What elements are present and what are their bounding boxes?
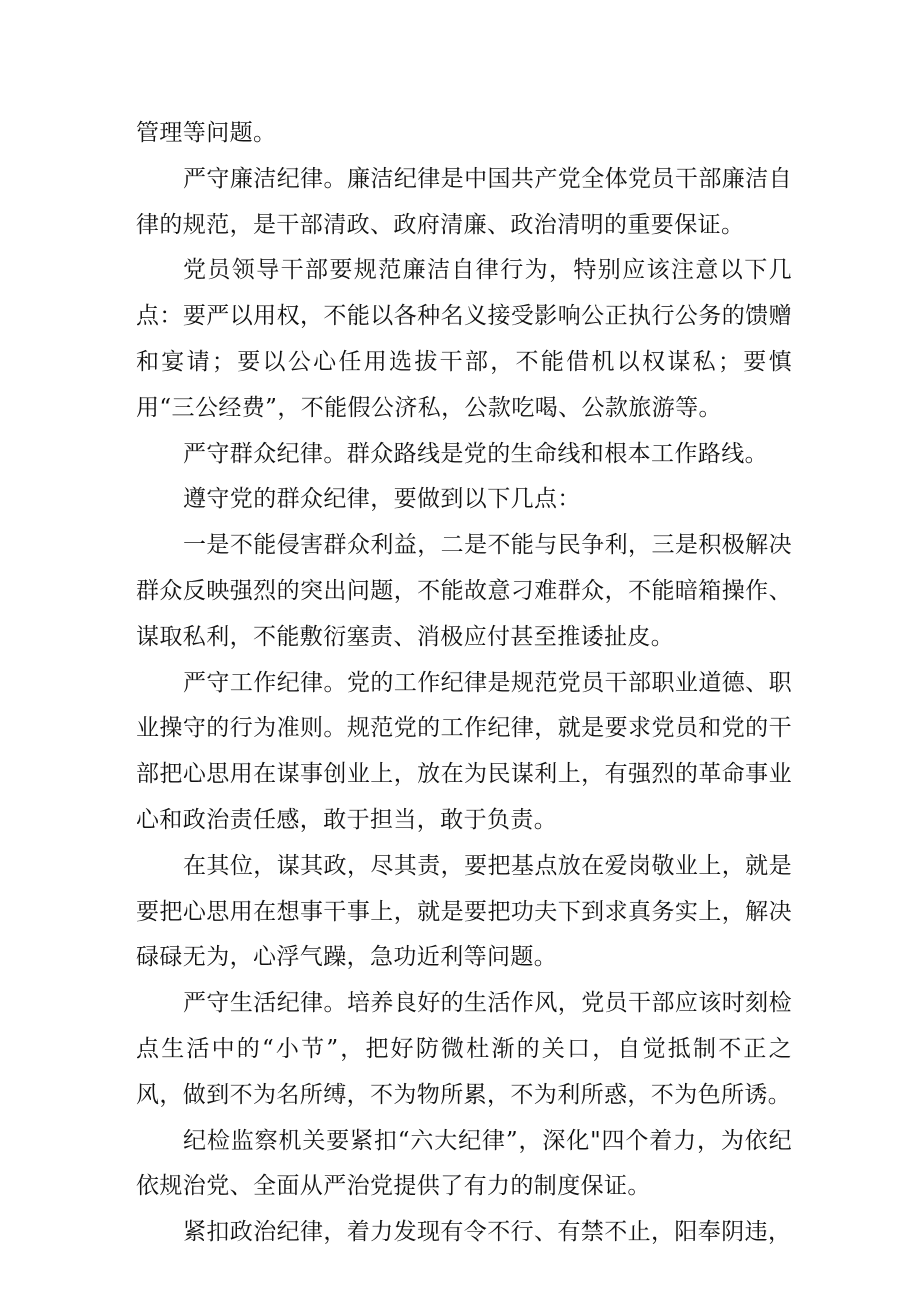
paragraph-continuation: 管理等问题。 (136, 120, 277, 146)
paragraph-mass-points: 一是不能侵害群众利益，二是不能与民争利，三是积极解决群众反映强烈的突出问题，不能故意刁难群众，不能暗箱操作、谋取私利，不能敷衍塞责、消极应付甚至推诿扯皮。 (136, 532, 792, 650)
paragraph-mass-discipline: 严守群众纪律。群众路线是党的生命线和根本工作路线。 (183, 440, 768, 467)
paragraph-integrity-discipline: 严守廉洁纪律。廉洁纪律是中国共产党全体党员干部廉洁自律的规范，是干部清政、政府清廉、政治清明的重要保证。 (136, 165, 792, 238)
paragraph-political-discipline: 紧扣政治纪律，着力发现有令不行、有禁不止，阳奉阴违， (183, 1219, 792, 1246)
paragraph-work-discipline: 严守工作纪律。党的工作纪律是规范党员干部职业道德、职业操守的行为准则。规范党的工作纪律，就是要求党员和党的干部把心思用在谋事创业上，放在为民谋利上，有强烈的革命事业心和政治责任感，敢于担当，敢于负责。 (136, 669, 792, 833)
paragraph-integrity-points: 党员领导干部要规范廉洁自律行为，特别应该注意以下几点：要严以用权，不能以各种名义接受影响公正执行公务的馈赠和宴请；要以公心任用选拔干部，不能借机以权谋私；要慎用“三公经费”，不能假公济私，公款吃喝、公款旅游等。 (136, 257, 792, 421)
document-body (136, 111, 792, 1256)
paragraph-mass-points-intro: 遵守党的群众纪律，要做到以下几点： (183, 486, 581, 513)
paragraph-life-discipline: 严守生活纪律。培养良好的生活作风，党员干部应该时刻检点生活中的“小节”，把好防微杜渐的关口，自觉抵制不正之风，做到不为名所缚，不为物所累，不为利所惑，不为色所诱。 (136, 990, 792, 1108)
paragraph-work-duty: 在其位，谋其政，尽其责，要把基点放在爱岗敬业上，就是要把心思用在想事干事上，就是要把功夫下到求真务实上，解决碌碌无为，心浮气躁，急功近利等问题。 (136, 852, 792, 971)
paragraph-six-disciplines: 纪检监察机关要紧扣“六大纪律”，深化"四个着力，为依纪依规治党、全面从严治党提供了有力的制度保证。 (136, 1127, 792, 1200)
